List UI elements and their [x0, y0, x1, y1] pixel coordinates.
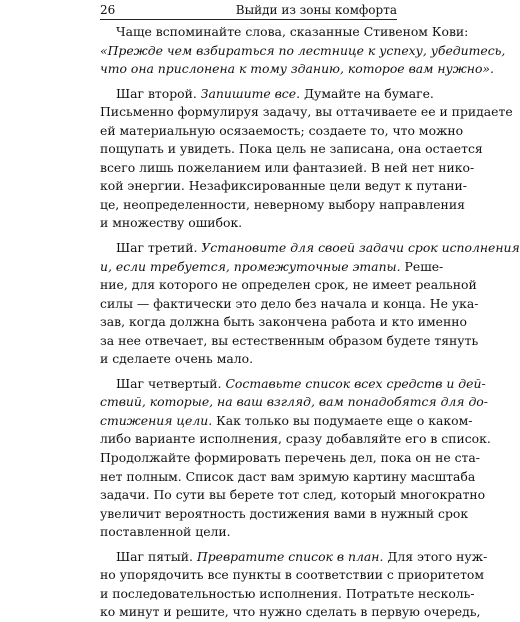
text-line	[100, 42, 506, 61]
text-segment: ей материальную осязаемость; создаете то, что можно	[100, 122, 464, 138]
paragraph	[100, 23, 506, 79]
text-line	[100, 276, 477, 295]
text-segment: всего лишь пожеланием или фантазией. В ней нет нико-	[100, 159, 475, 175]
text-line	[100, 375, 486, 394]
paragraph	[100, 548, 488, 622]
text-segment: за нее отвечает, вы естественным образом будете тянуть	[100, 332, 479, 348]
text-line	[100, 486, 486, 505]
text-segment: Продолжайте формировать перечень дел, пока он не ста-	[100, 450, 480, 466]
paragraph	[100, 85, 513, 233]
text-segment: Как только вы подумаете еще о каком-	[212, 412, 473, 428]
text-line	[100, 332, 479, 351]
italic-text: и, если требуется, промежуточные этапы.	[100, 258, 401, 274]
page-number: 26	[100, 3, 116, 17]
text-segment: либо варианте исполнения, сразу добавляйте его в список.	[100, 431, 491, 447]
text-segment: Шаг третий.	[116, 240, 202, 256]
text-line	[100, 295, 479, 314]
text-line	[100, 159, 475, 178]
text-segment: нет полным. Список даст вам зримую картину масштаба	[100, 468, 476, 484]
text-segment: Шаг четвертый.	[116, 375, 226, 391]
text-line	[100, 140, 483, 159]
italic-text: «Прежде чем взбираться по лестнице к успеху, убедитесь,	[100, 42, 506, 58]
text-line	[100, 566, 485, 585]
text-segment: но упорядочить все пункты в соответствии с приоритетом	[100, 567, 485, 583]
text-line	[100, 548, 488, 567]
text-segment: пощупать и увидеть. Пока цель не записана, она остается	[100, 141, 483, 157]
text-segment: Думайте на бумаге.	[300, 85, 434, 101]
text-line	[100, 350, 397, 369]
text-line	[100, 196, 465, 215]
text-segment: и сделаете очень мало.	[100, 351, 254, 367]
text-line	[100, 23, 469, 42]
text-segment: кой энергии. Незафиксированные цели ведут к путани-	[100, 178, 467, 194]
text-line	[100, 585, 475, 604]
text-line	[100, 60, 494, 79]
text-line	[100, 214, 397, 233]
italic-text: Превратите список в план.	[196, 548, 384, 564]
text-segment: Для этого нуж-	[383, 548, 488, 564]
text-line	[100, 523, 397, 542]
italic-text: что она прислонена к тому зданию, которое вам нужно».	[100, 61, 494, 77]
text-line	[100, 430, 491, 449]
text-line	[100, 122, 464, 141]
text-segment: поставленной цели.	[100, 524, 231, 540]
italic-text: Установите для своей задачи срок исполнения	[201, 240, 520, 256]
text-line	[100, 505, 469, 524]
text-line	[100, 239, 520, 258]
italic-text: стижения цели.	[100, 412, 213, 428]
text-line	[100, 85, 434, 104]
italic-text: Запишите все.	[200, 85, 301, 101]
running-header	[100, 2, 397, 18]
text-line	[100, 449, 480, 468]
text-line	[100, 412, 473, 431]
text-line	[100, 103, 513, 122]
italic-text: ствий, которые, на ваш взгляд, вам понадобятся для до-	[100, 394, 488, 410]
text-line	[100, 313, 467, 332]
text-segment: Письменно формулируя задачу, вы оттачиваете ее и придаете	[100, 104, 513, 120]
text-line	[100, 603, 481, 622]
running-title: Выйди из зоны комфорта	[235, 3, 397, 17]
text-segment: Чаще вспоминайте слова, сказанные Стивеном Кови:	[116, 24, 469, 39]
paragraph	[100, 375, 491, 542]
text-segment: Реше-	[400, 258, 444, 274]
text-segment: и последовательностью исполнения. Потратьте несколь-	[100, 585, 475, 601]
text-line	[100, 468, 476, 487]
body-text	[100, 23, 520, 622]
text-segment: увеличит вероятность достижения вами в нужный срок	[100, 505, 469, 521]
text-line	[100, 258, 444, 277]
text-line	[100, 177, 467, 196]
text-segment: Шаг второй.	[116, 85, 201, 101]
text-segment: зав, когда должна быть закончена работа и кто именно	[100, 314, 467, 330]
text-segment: ко минут и решите, что нужно сделать в первую очередь,	[100, 604, 481, 620]
text-segment: силы — фактически это дело без начала и конца. Не ука-	[100, 295, 479, 311]
text-segment: Шаг пятый.	[116, 548, 197, 564]
text-line	[100, 393, 488, 412]
text-segment: ние, для которого не определен срок, не имеет реальной	[100, 277, 477, 293]
header-divider	[100, 19, 397, 20]
italic-text: Составьте список всех средств и дей-	[225, 375, 486, 391]
text-segment: и множеству ошибок.	[100, 215, 243, 231]
text-segment: це, неопределенности, неверному выбору направления	[100, 196, 465, 212]
paragraph	[100, 239, 520, 369]
text-segment: задачи. По сути вы берете тот след, который многократно	[100, 487, 486, 503]
